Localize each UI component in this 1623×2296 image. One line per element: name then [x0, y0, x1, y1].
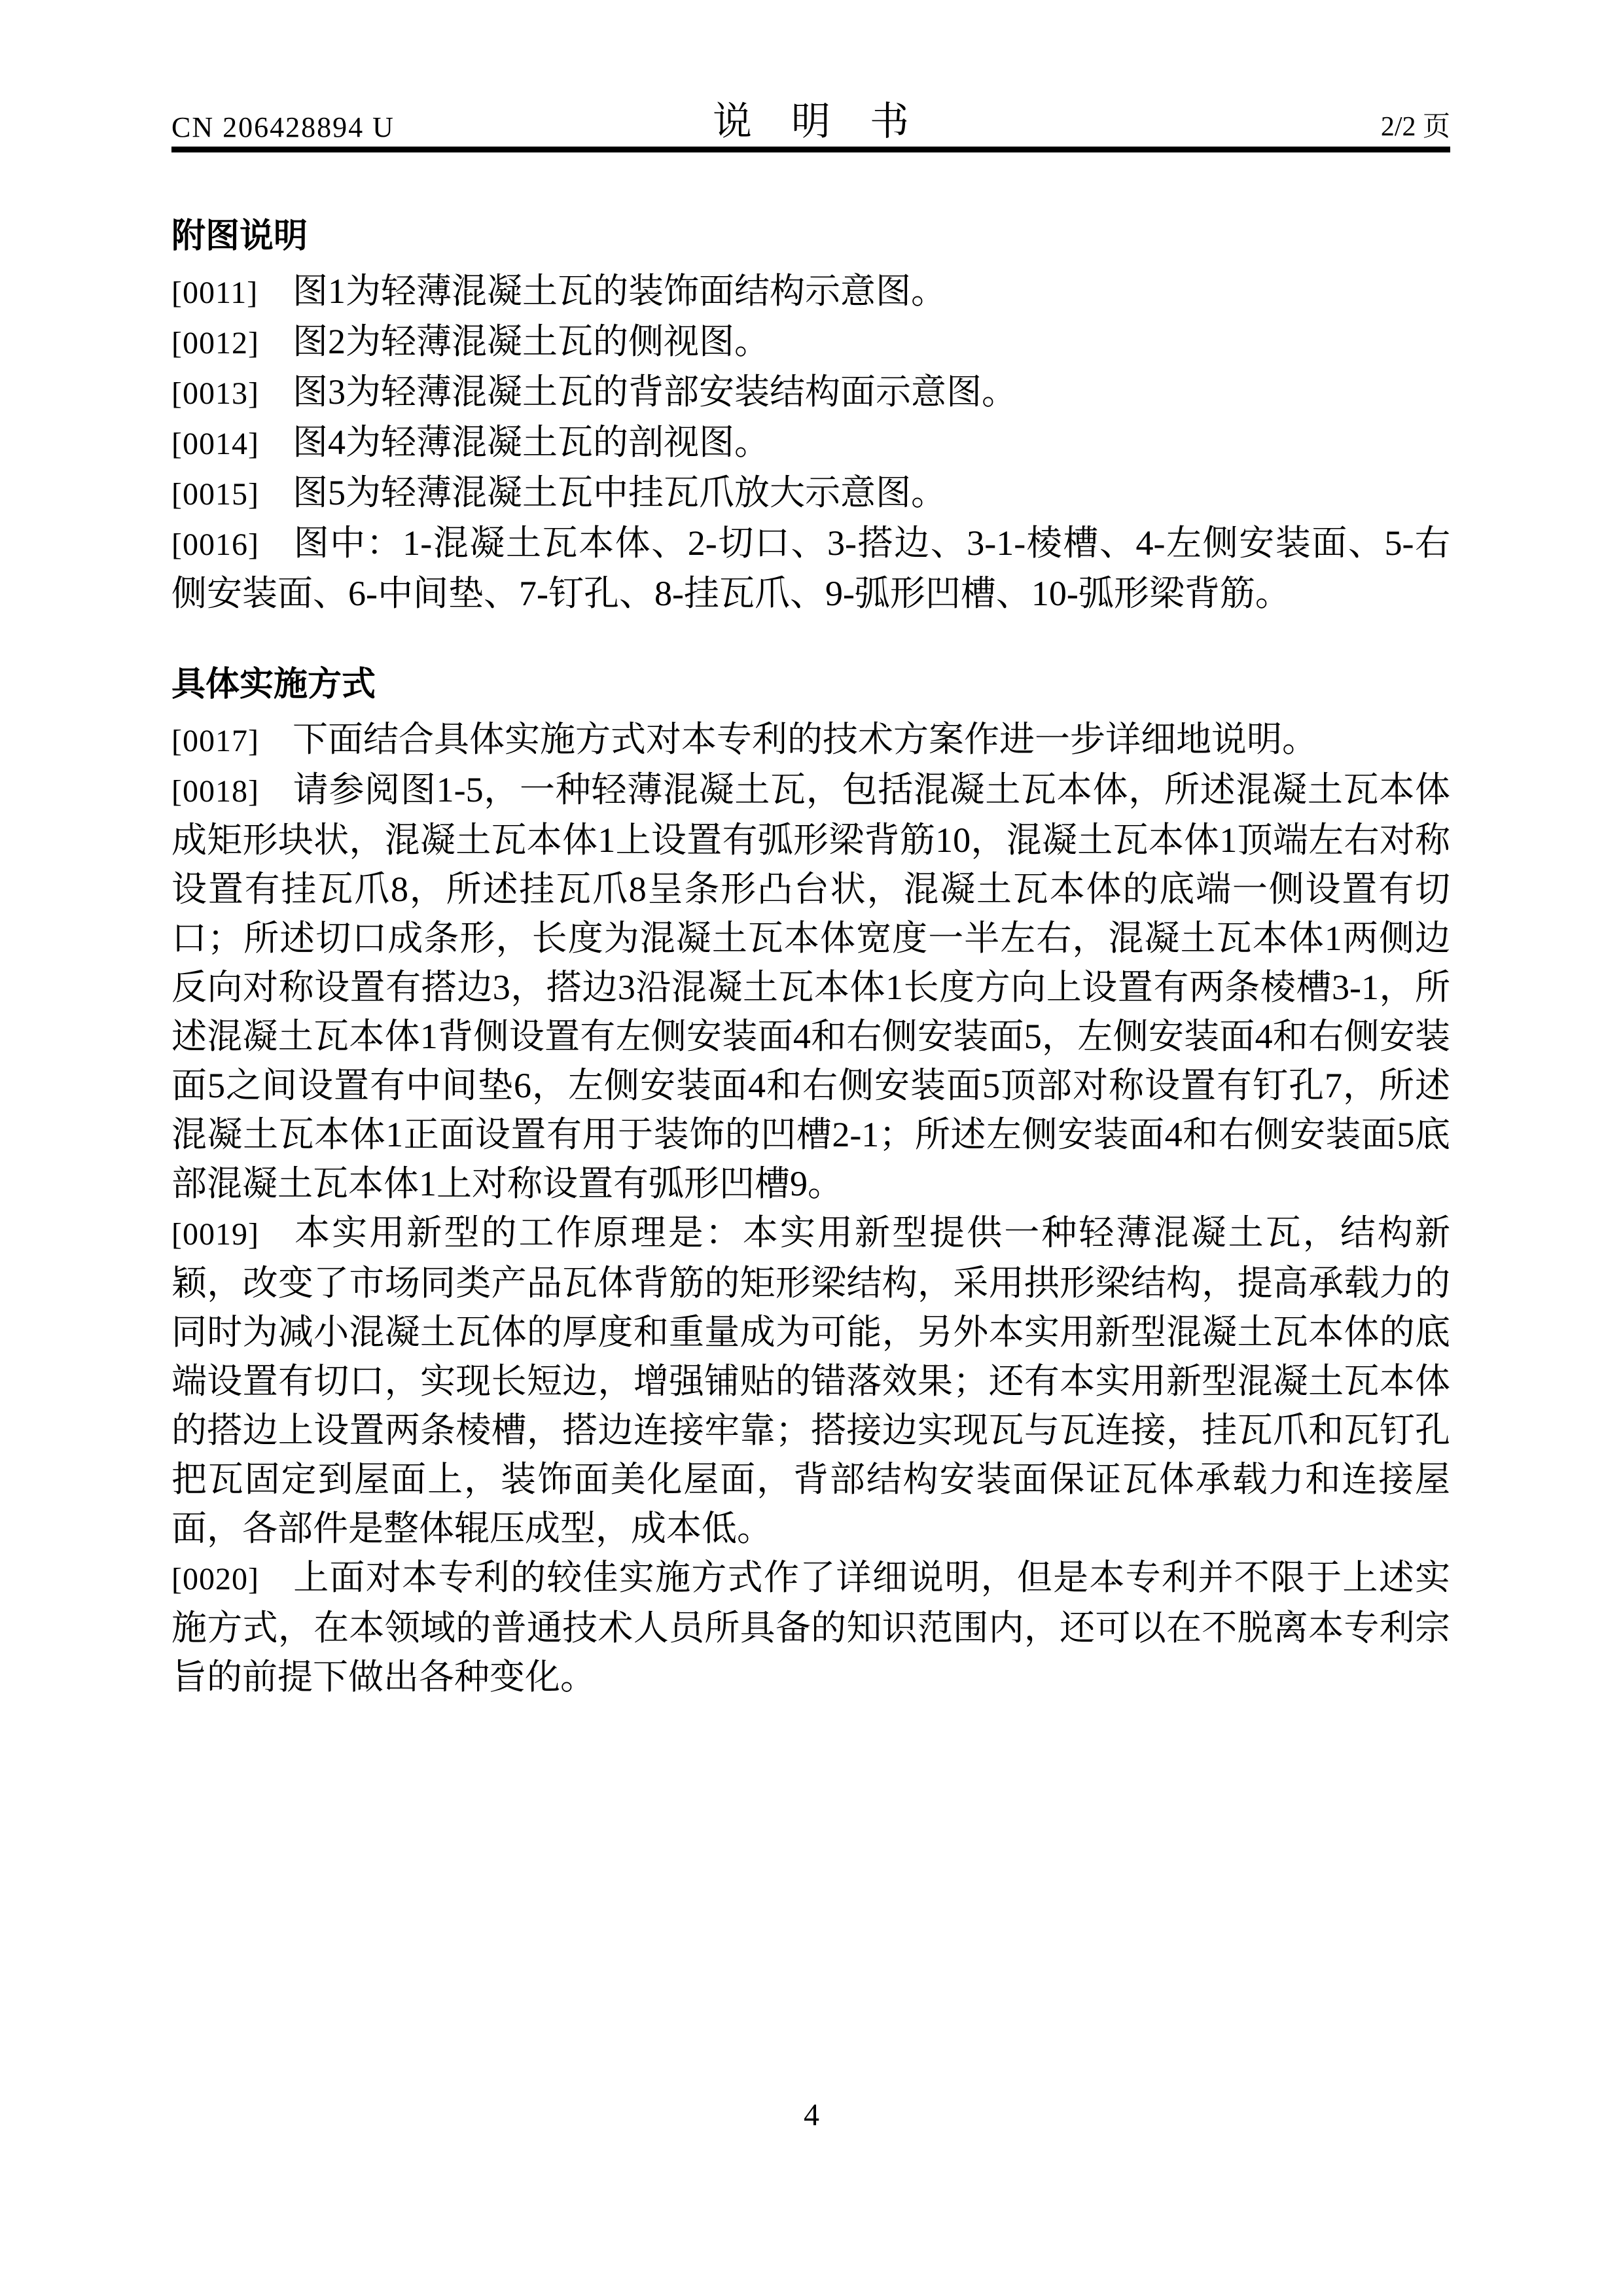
paragraph-text: 图5为轻薄混凝土瓦中挂瓦爪放大示意图。: [293, 473, 946, 512]
paragraph-tag: [0019]: [171, 1217, 259, 1252]
header-rule: [171, 147, 1450, 152]
paragraph-0012: [171, 317, 1450, 368]
paragraph-text: 图3为轻薄混凝土瓦的背部安装结构面示意图。: [293, 372, 1017, 412]
paragraph-0015: [171, 468, 1450, 519]
paragraph-text: 图2为轻薄混凝土瓦的侧视图。: [293, 322, 770, 361]
document-body: [171, 216, 1450, 1702]
paragraph-tag: [0013]: [171, 376, 259, 411]
page-indicator: 2/2 页: [1380, 112, 1450, 142]
paragraph-text: 上面对本专利的较佳实施方式作了详细说明，但是本专利并不限于上述实施方式，在本领域的普通技术人员所具备的知识范围内，还可以在不脱离本专利宗旨的前提下做出各种变化。: [171, 1558, 1450, 1697]
paragraph-tag: [0014]: [171, 427, 259, 461]
document-title: 说 明 书: [713, 100, 909, 143]
paragraph-tag: [0017]: [171, 724, 259, 758]
paragraph-tag: [0015]: [171, 477, 259, 512]
paragraph-tag: [0011]: [171, 275, 259, 310]
paragraph-0011: [171, 267, 1450, 317]
paragraph-text: 图中：1-混凝土瓦本体、2-切口、3-搭边、3-1-棱槽、4-左侧安装面、5-右侧安装面、6-中间垫、7-钉孔、8-挂瓦爪、9-弧形凹槽、10-弧形梁背筋。: [171, 523, 1450, 613]
paragraph-tag: [0016]: [171, 527, 259, 562]
paragraph-text: 图4为轻薄混凝土瓦的剖视图。: [293, 423, 770, 462]
section-heading-figure-description: 附图说明: [171, 217, 308, 255]
paragraph-0017: [171, 715, 1450, 766]
page-number: 4: [804, 2098, 819, 2132]
patent-number: CN 206428894 U: [171, 111, 395, 143]
section-heading-detailed-embodiments: 具体实施方式: [171, 665, 376, 703]
paragraph-0016: [171, 519, 1450, 618]
paragraph-text: 下面结合具体实施方式对本专利的技术方案作进一步详细地说明。: [293, 720, 1317, 759]
paragraph-0020: [171, 1553, 1450, 1702]
page-header: [171, 98, 1450, 144]
paragraph-text: 本实用新型的工作原理是：本实用新型提供一种轻薄混凝土瓦，结构新颖，改变了市场同类产品瓦体背筋的矩形梁结构，采用拱形梁结构，提高承载力的同时为减小混凝土瓦体的厚度和重量成为可能，另外本实用新型混凝土瓦本体的底端设置有切口，实现长短边，增强铺贴的错落效果；还有本实用新型混凝土瓦本体的搭边上设置两条棱槽，搭边连接牢靠；搭接边实现瓦与瓦连接，挂瓦爪和瓦钉孔把瓦固定到屋面上，装饰面美化屋面，背部结构安装面保证瓦体承载力和连接屋面，各部件是整体辊压成型，成本低。: [171, 1213, 1450, 1548]
paragraph-0018: [171, 766, 1450, 1209]
paragraph-tag: [0020]: [171, 1562, 259, 1597]
paragraph-text: 图1为轻薄混凝土瓦的装饰面结构示意图。: [293, 272, 946, 311]
paragraph-0019: [171, 1209, 1450, 1553]
paragraph-text: 请参阅图1-5，一种轻薄混凝土瓦，包括混凝土瓦本体，所述混凝土瓦本体成矩形块状，混凝土瓦本体1上设置有弧形梁背筋10，混凝土瓦本体1顶端左右对称设置有挂瓦爪8，所述挂瓦爪8呈条形凸台状，混凝土瓦本体的底端一侧设置有切口；所述切口成条形，长度为混凝土瓦本体宽度一半左右，混凝土瓦本体1两侧边反向对称设置有搭边3，搭边3沿混凝土瓦本体1长度方向上设置有两条棱槽3-1，所述混凝土瓦本体1背侧设置有左侧安装面4和右侧安装面5，左侧安装面4和右侧安装面5之间设置有中间垫6，左侧安装面4和右侧安装面5顶部对称设置有钉孔7，所述混凝土瓦本体1正面设置有用于装饰的凹槽2-1；所述左侧安装面4和右侧安装面5底部混凝土瓦本体1上对称设置有弧形凹槽9。: [171, 770, 1450, 1203]
paragraph-0013: [171, 368, 1450, 418]
paragraph-tag: [0018]: [171, 774, 259, 809]
paragraph-0014: [171, 418, 1450, 468]
paragraph-tag: [0012]: [171, 326, 259, 361]
page-footer: [0, 2097, 1623, 2133]
